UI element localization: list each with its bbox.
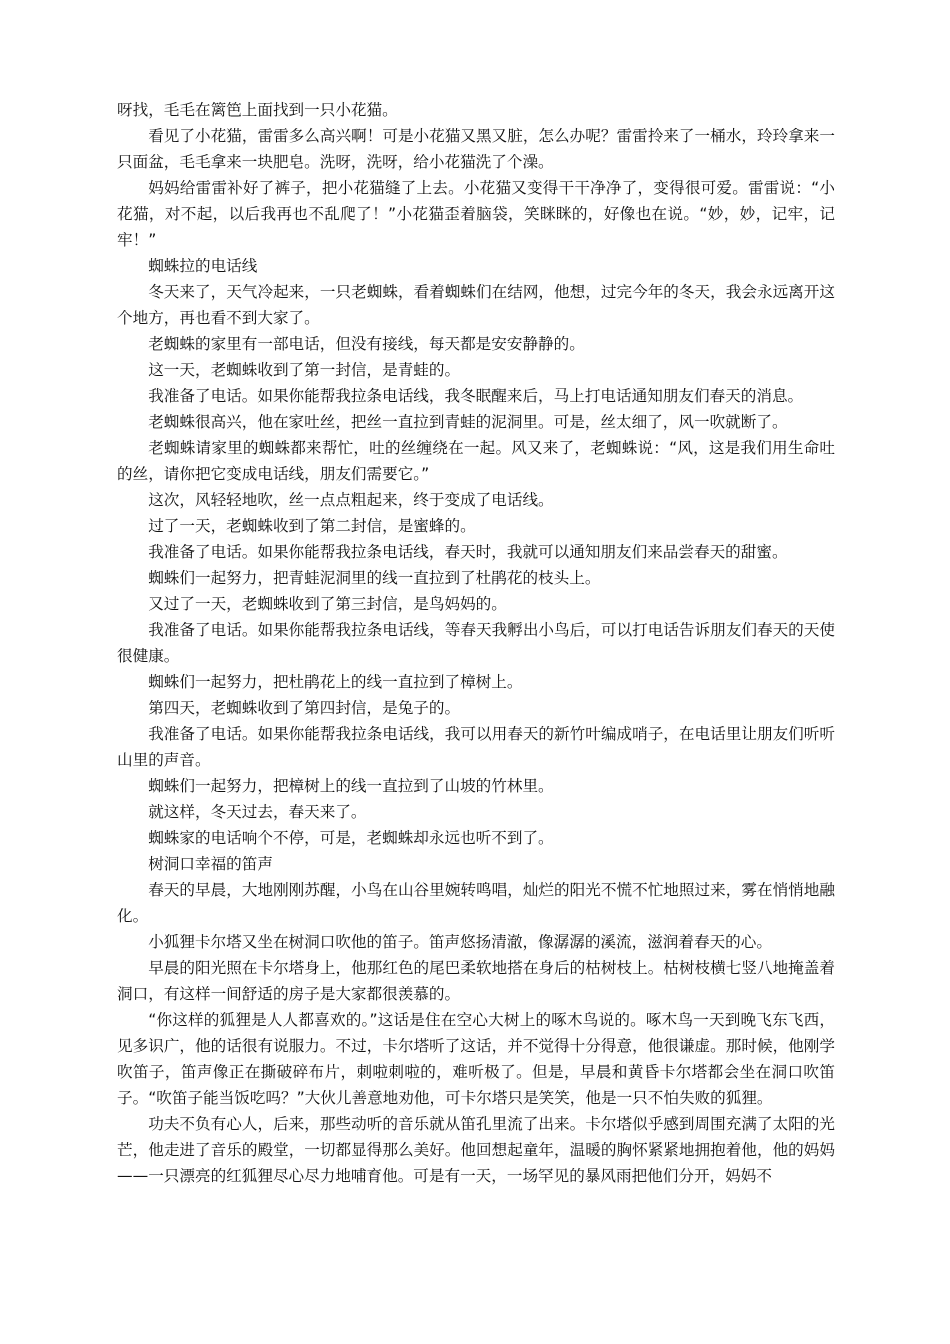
paragraph: 过了一天，老蜘蛛收到了第二封信，是蜜蜂的。	[148, 517, 476, 535]
paragraph: 呀找，毛毛在篱笆上面找到一只小花猫。	[117, 101, 398, 119]
paragraph: 又过了一天，老蜘蛛收到了第三封信，是鸟妈妈的。	[148, 595, 507, 613]
document-page	[117, 97, 835, 1189]
paragraph: 妈妈给雷雷补好了裤子，把小花猫缝了上去。小花猫又变得干干净净了，变得很可爱。雷雷说：“小花猫，对不起，以后我再也不乱爬了！”小花猫歪着脑袋，笑眯眯的，好像也在说。“妙，妙，记牢，记牢！”	[117, 179, 835, 249]
paragraph: 就这样，冬天过去，春天来了。	[148, 803, 367, 821]
paragraph: 我准备了电话。如果你能帮我拉条电话线，我冬眠醒来后，马上打电话通知朋友们春天的消息。	[148, 387, 804, 405]
paragraph: 功夫不负有心人，后来，那些动听的音乐就从笛孔里流了出来。卡尔塔似乎感到周围充满了太阳的光芒，他走进了音乐的殿堂，一切都显得那么美好。他回想起童年，温暖的胸怀紧紧地拥抱着他，他的妈妈——一只漂亮的红狐狸尽心尽力地哺育他。可是有一天，一场罕见的暴风雨把他们分开，妈妈不	[117, 1115, 835, 1185]
paragraph: 这次，风轻轻地吹，丝一点点粗起来，终于变成了电话线。	[148, 491, 554, 509]
section-heading: 蜘蛛拉的电话线	[148, 257, 258, 275]
paragraph: 蜘蛛们一起努力，把杜鹃花上的线一直拉到了樟树上。	[148, 673, 523, 691]
paragraph: 第四天，老蜘蛛收到了第四封信，是兔子的。	[148, 699, 461, 717]
paragraph: 春天的早晨，大地刚刚苏醒，小鸟在山谷里婉转鸣唱，灿烂的阳光不慌不忙地照过来，雾在悄悄地融化。	[117, 881, 835, 925]
section-heading: 树洞口幸福的笛声	[148, 855, 273, 873]
paragraph: 我准备了电话。如果你能帮我拉条电话线，我可以用春天的新竹叶编成哨子，在电话里让朋友们听听山里的声音。	[117, 725, 835, 769]
paragraph: 蜘蛛们一起努力，把青蛙泥洞里的线一直拉到了杜鹃花的枝头上。	[148, 569, 601, 587]
paragraph: 这一天，老蜘蛛收到了第一封信，是青蛙的。	[148, 361, 461, 379]
paragraph: 我准备了电话。如果你能帮我拉条电话线，等春天我孵出小鸟后，可以打电话告诉朋友们春天的天使很健康。	[117, 621, 835, 665]
paragraph: 看见了小花猫，雷雷多么高兴啊！可是小花猫又黑又脏，怎么办呢？雷雷拎来了一桶水，玲玲拿来一只面盆，毛毛拿来一块肥皂。洗呀，洗呀，给小花猫洗了个澡。	[117, 127, 835, 171]
paragraph: 蜘蛛家的电话响个不停，可是，老蜘蛛却永远也听不到了。	[148, 829, 554, 847]
paragraph: 冬天来了，天气冷起来，一只老蜘蛛，看着蜘蛛们在结网，他想，过完今年的冬天，我会永远离开这个地方，再也看不到大家了。	[117, 283, 835, 327]
paragraph: “你这样的狐狸是人人都喜欢的。”这话是住在空心大树上的啄木鸟说的。啄木鸟一天到晚飞东飞西，见多识广，他的话很有说服力。不过，卡尔塔听了这话，并不觉得十分得意，他很谦虚。那时候，他刚学吹笛子，笛声像正在撕破碎布片，刺啦刺啦的，难听极了。但是，早晨和黄昏卡尔塔都会坐在洞口吹笛子。“吹笛子能当饭吃吗？”大伙儿善意地劝他，可卡尔塔只是笑笑，他是一只不怕失败的狐狸。	[117, 1011, 835, 1107]
paragraph: 我准备了电话。如果你能帮我拉条电话线，春天时，我就可以通知朋友们来品尝春天的甜蜜。	[148, 543, 788, 561]
paragraph: 老蜘蛛的家里有一部电话，但没有接线，每天都是安安静静的。	[148, 335, 585, 353]
paragraph: 早晨的阳光照在卡尔塔身上，他那红色的尾巴柔软地搭在身后的枯树枝上。枯树枝横七竖八地掩盖着洞口，有这样一间舒适的房子是大家都很羡慕的。	[117, 959, 835, 1003]
paragraph: 老蜘蛛请家里的蜘蛛都来帮忙，吐的丝缠绕在一起。风又来了，老蜘蛛说：“风，这是我们用生命吐的丝，请你把它变成电话线，朋友们需要它。”	[117, 439, 835, 483]
paragraph: 老蜘蛛很高兴，他在家吐丝，把丝一直拉到青蛙的泥洞里。可是，丝太细了，风一吹就断了。	[148, 413, 788, 431]
paragraph: 蜘蛛们一起努力，把樟树上的线一直拉到了山坡的竹林里。	[148, 777, 554, 795]
paragraph: 小狐狸卡尔塔又坐在树洞口吹他的笛子。笛声悠扬清澈，像潺潺的溪流，滋润着春天的心。	[148, 933, 772, 951]
